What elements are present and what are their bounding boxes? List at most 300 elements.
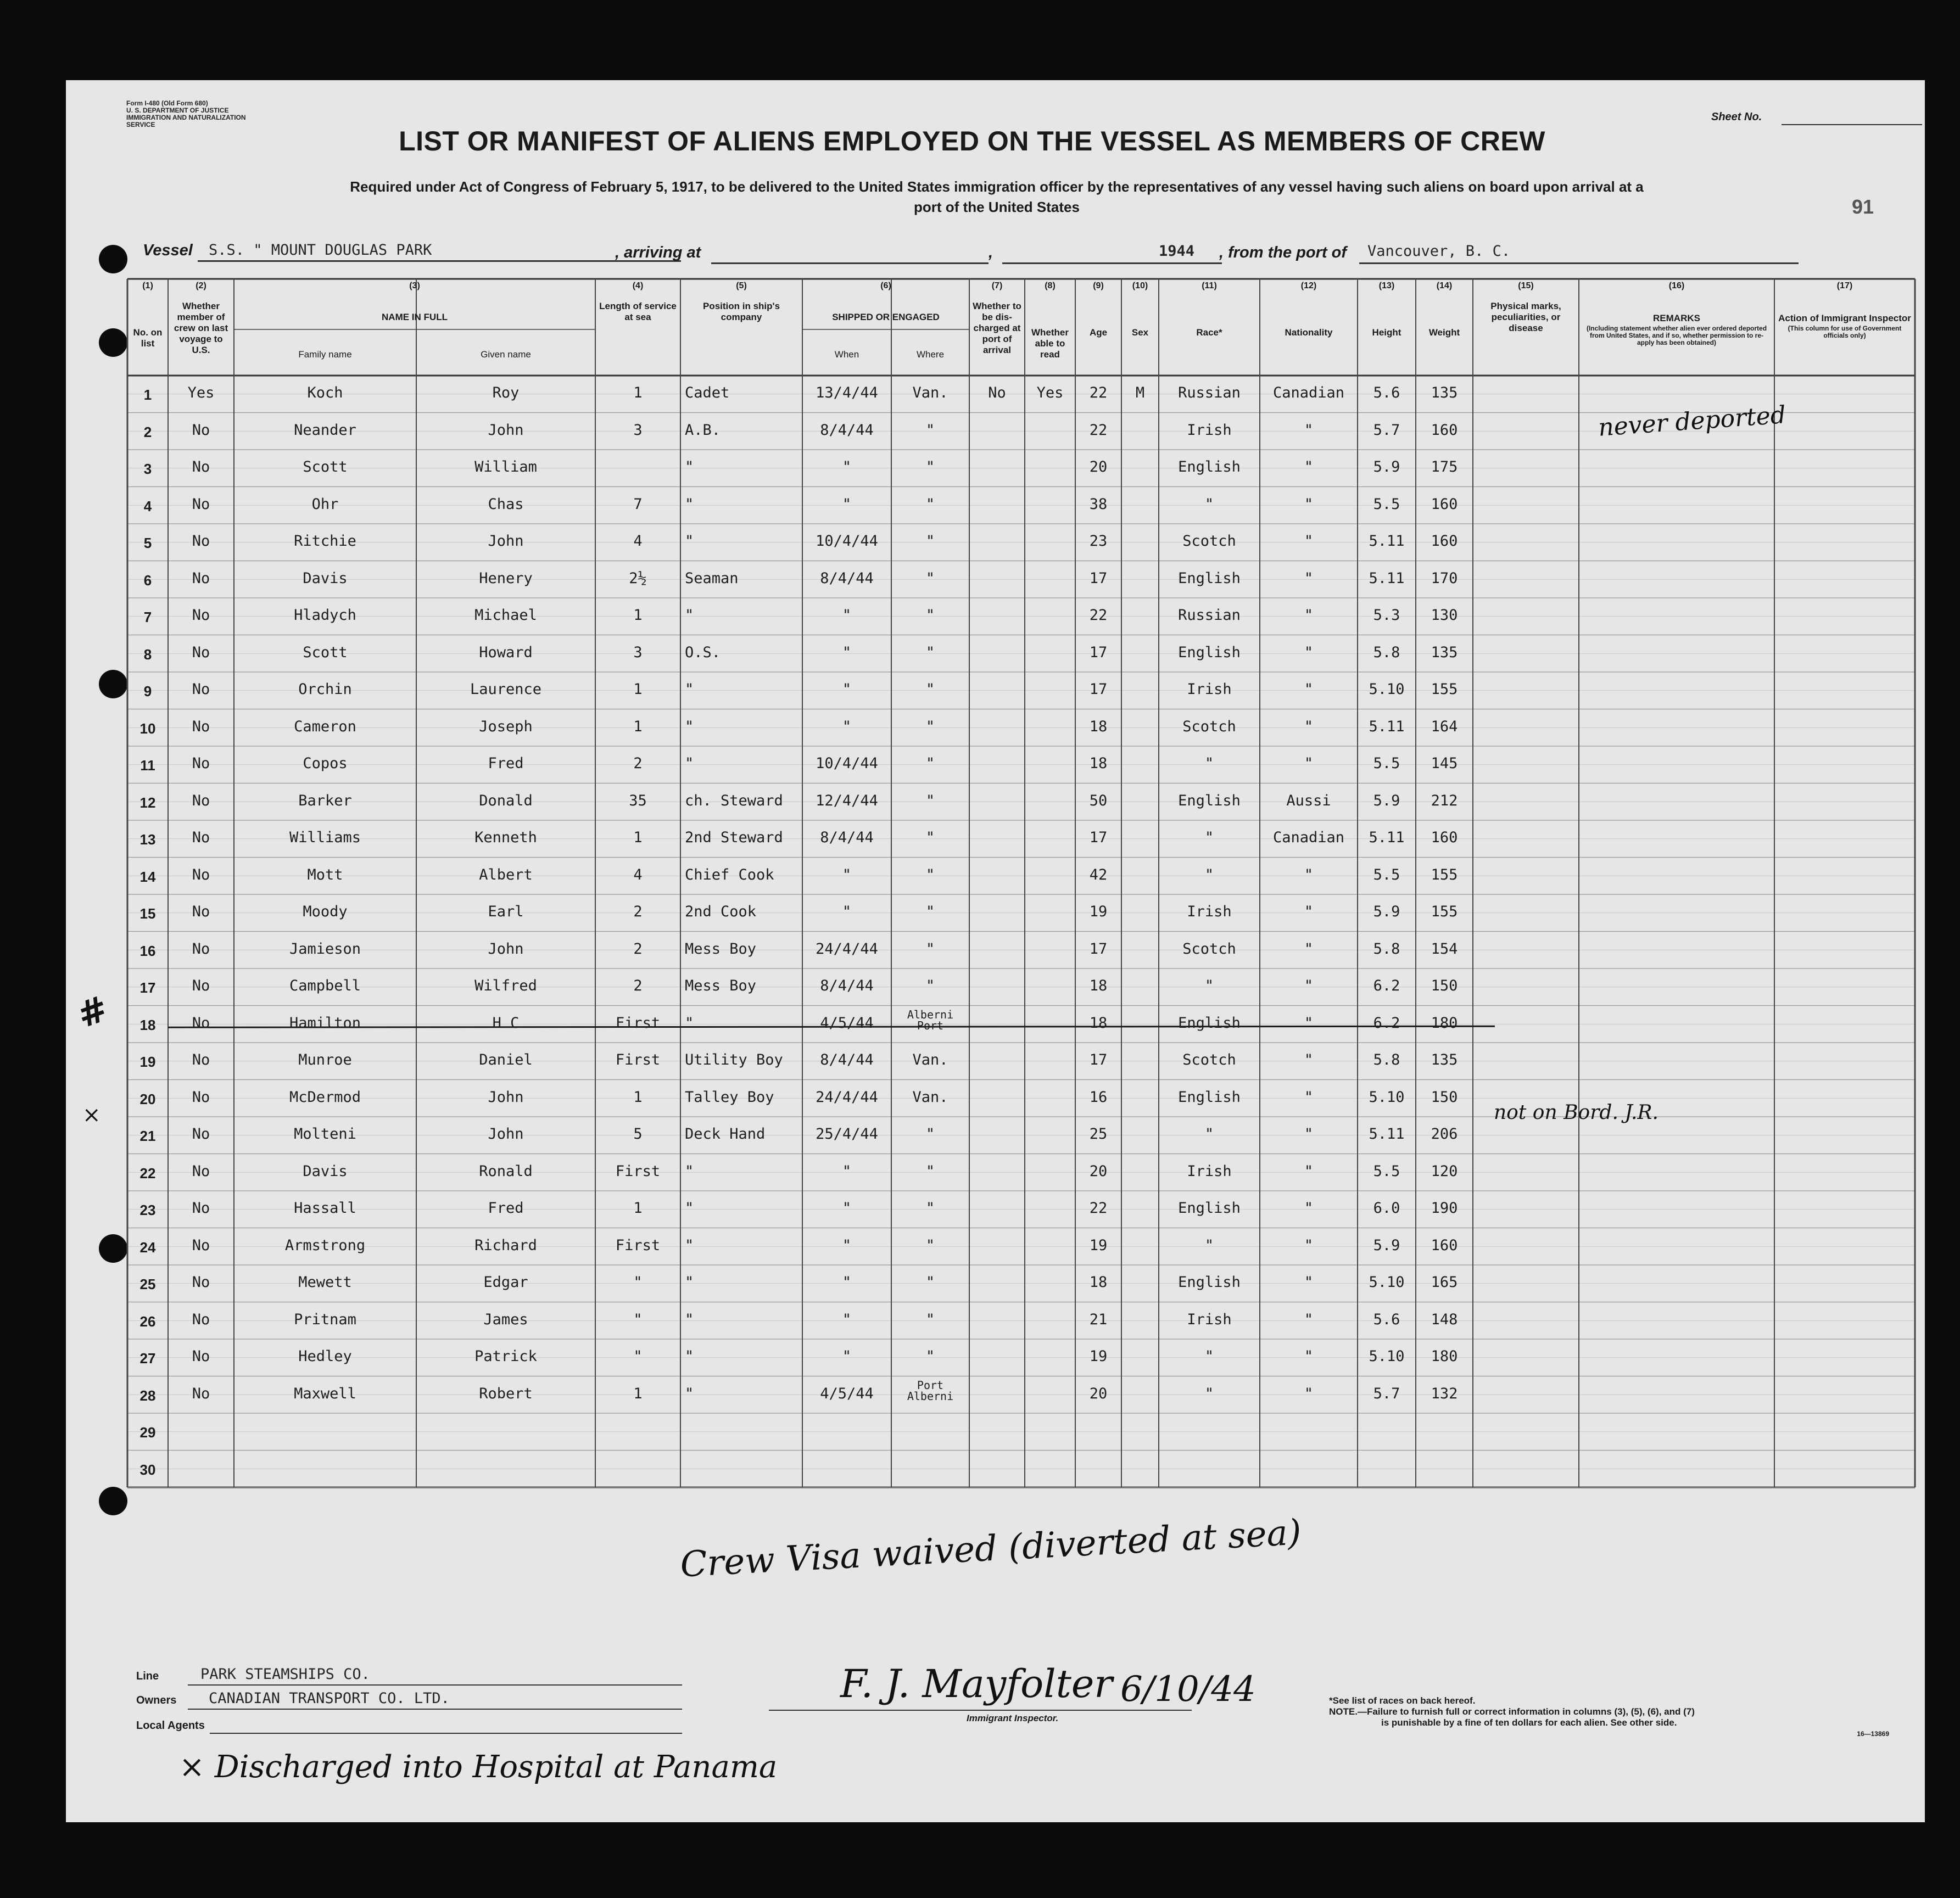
cell-height: 5.11 bbox=[1369, 718, 1405, 735]
column-number: (11) bbox=[1202, 281, 1217, 290]
cell-race: " bbox=[1204, 977, 1214, 994]
manifest-page: Form I-480 (Old Form 680) U. S. DEPARTMENT OF JUSTICE IMMIGRATION AND NATURALIZATION SERVICE Sheet No. LIST OR MANIFEST OF ALIENS EMPLOYED ON THE VESSEL AS MEMBERS OF CREW Required under Act of Congress of February 5, 1917, to be delivered to the United States immigration officer by the representatives of any vessel having such aliens on board upon arrival at a port of the United States 91 Vessel S.S. " MOUNT DOUGLAS PARK , arriving at , 1944 , from the port of Vancouver, B. C. (1) No. on list (2) Whether member of crew on last voyage to U.S. (3) NAME IN FULL Family name Given name (4) Length of service at sea (5) Position in ship's company (6) SHIPPED OR ENGAGED When Where (7) Whether to be dis-charged at port of arrival (8) Whether able to read (9) Age (10) Sex (11) Race* (12) Nationality (13) Height (14) Weight (15) Physical marks, peculiarities, or disease (16) REMARKS (Including statement whether alien ever ordered deported from United States, and if so, whether permission to re-apply has been obtained) (17) Action of Immigrant Inspector (This column for use of Government officials only) 1 Yes Koch Roy 1 Cadet 13/4/44 Van. No Yes 22 M Russian Canadian 5.6 135 2 No Neander John 3 A.B. 8/4/44 " 22 Irish " 5.7 160 3 No Scott William " " " 20 English " 5.9 175 4 No Ohr Chas 7 " " " 38 " " 5.5 160 5 No Ritchie John 4 " 10/4/44 " 23 Scotch " 5.11 160 6 No Davis Henery 2½ Seaman 8/4/44 " 17 English " 5.11 170 7 No Hladych Michael 1 " " " 22 Russian " 5.3 130 8 No Scott Howard 3 O.S. " " 17 English " 5.8 135 9 No Orchin Laurence 1 " " " 17 Irish " 5.10 155 10 No Cameron Joseph 1 " " " 18 Scotch " 5.11 164 11 No Copos Fred 2 " 10/4/44 " 18 " " 5.5 145 12 No Barker Donald 35 ch. Steward 12/4/44 " 50 English Aussi 5.9 212 13 No Williams Kenneth 1 2nd Steward 8/4/44 " 17 " Canadian 5.11 160 14 No Mott Albert 4 Chief Cook " " 42 " " 5.5 155 15 No Moody Earl 2 2nd Cook " " 19 Irish " 5.9 155 16 No Jamieson John 2 Mess Boy 24/4/44 " 17 Scotch " 5.8 154 17 No Campbell Wilfred 2 Mess Boy 8/4/44 " 18 " " 6.2 150 18 No Hamilton H C First " 4/5/44 Alberni Port 18 English " 6.2 180 19 No Munroe Daniel First Utility Boy 8/4/44 Van. 17 Scotch " 5.8 135 20 No McDermod John 1 Talley Boy 24/4/44 Van. 16 English " 5.10 150 21 No Molteni John 5 Deck Hand 25/4/44 " 25 " " 5.11 206 22 No Davis Ronald First " " " 20 Irish " 5.5 120 23 No Hassall Fred 1 " " " 22 English " 6.0 190 24 No Armstrong Richard First " " " 19 " " 5.9 160 25 No Mewett Edgar " " " " 18 English " 5.10 165 26 No Pritnam James " " " " 21 Irish " 5.6 148 27 No Hedley Patrick " " " " 19 " " 5.10 180 28 No Maxwell Robert 1 " 4/5/44 Port Alberni 20 " " 5.7 132 29 30 never deported not on Bord. J.R. Crew Visa waived (diverted at sea) × # Line PARK STEAMSHIPS CO. Owners CANADIAN TRANSPORT CO. LTD. Local Agents F. J. Mayfolter 6/10/44 Immigrant Inspector. *See list of races on back hereof. NOTE.—Failure to furnish full or correct information in columns (3), (5), (6), and (7) is punishable by a fine of ten dollars for each alien. See other side. 16—13869 × Discharged into Hospital at Panama bbox=[66, 80, 1925, 1822]
cell-given: Roy bbox=[492, 384, 520, 401]
voyage-year: 1944 bbox=[1159, 243, 1195, 260]
row-number: 26 bbox=[139, 1313, 156, 1330]
cell-service: 2 bbox=[633, 940, 643, 958]
cell-last: No bbox=[192, 421, 210, 439]
cell-age: 22 bbox=[1089, 421, 1108, 439]
cell-given: Joseph bbox=[479, 718, 533, 735]
cell-when: " bbox=[842, 1236, 852, 1254]
column-number: (5) bbox=[736, 281, 747, 290]
cell-when: 8/4/44 bbox=[820, 977, 874, 994]
form-code: 16—13869 bbox=[1857, 1730, 1889, 1738]
row-number: 19 bbox=[139, 1054, 156, 1070]
cell-height: 6.2 bbox=[1373, 977, 1400, 994]
cell-last: No bbox=[192, 533, 210, 550]
cell-service: 1 bbox=[633, 829, 643, 846]
cell-position: 2nd Cook bbox=[685, 903, 757, 920]
column-header: No. on list bbox=[133, 327, 163, 349]
column-note: (This column for use of Government officials only) bbox=[1788, 324, 1902, 339]
discharge-note: × Discharged into Hospital at Panama bbox=[179, 1749, 778, 1785]
cell-service: 35 bbox=[629, 792, 647, 809]
column-number: (12) bbox=[1300, 281, 1317, 290]
cell-given: Chas bbox=[488, 495, 524, 513]
cell-where: " bbox=[925, 1274, 935, 1291]
cell-position: " bbox=[685, 458, 694, 475]
cell-weight: 175 bbox=[1431, 458, 1458, 475]
cell-age: 16 bbox=[1089, 1088, 1108, 1106]
cell-family: Ritchie bbox=[294, 533, 356, 550]
cell-position: Chief Cook bbox=[685, 866, 774, 883]
cell-nat: " bbox=[1304, 421, 1314, 439]
column-subheader: When bbox=[834, 349, 859, 360]
cell-where: Port Alberni bbox=[907, 1378, 954, 1403]
cell-last: No bbox=[192, 681, 210, 698]
cell-race: English bbox=[1178, 1014, 1241, 1032]
cell-family: Orchin bbox=[298, 681, 352, 698]
cell-height: 5.5 bbox=[1373, 755, 1400, 772]
cell-family: Davis bbox=[303, 569, 348, 587]
inspector-label: Immigrant Inspector. bbox=[967, 1713, 1059, 1723]
cell-race: English bbox=[1178, 569, 1241, 587]
cell-nat: " bbox=[1304, 533, 1314, 550]
cell-family: Scott bbox=[303, 643, 348, 661]
signature-line bbox=[769, 1710, 1192, 1711]
cell-service: 2 bbox=[633, 903, 643, 920]
cell-family: Koch bbox=[307, 384, 343, 401]
cell-height: 5.9 bbox=[1373, 1236, 1400, 1254]
cell-weight: 165 bbox=[1431, 1274, 1458, 1291]
cell-nat: Aussi bbox=[1286, 792, 1331, 809]
cell-given: John bbox=[488, 1126, 524, 1143]
cell-read: Yes bbox=[1036, 384, 1064, 401]
cell-given: Fred bbox=[488, 1200, 524, 1217]
row-number: 2 bbox=[143, 423, 152, 440]
cell-height: 5.11 bbox=[1369, 1126, 1405, 1143]
column-number: (2) bbox=[196, 281, 206, 290]
cell-last: No bbox=[192, 977, 210, 994]
cell-last: Yes bbox=[187, 384, 215, 401]
cell-last: No bbox=[192, 643, 210, 661]
cell-race: " bbox=[1204, 755, 1214, 772]
cell-weight: 150 bbox=[1431, 977, 1458, 994]
arriving-label: , arriving at bbox=[615, 244, 701, 261]
cell-race: English bbox=[1178, 1274, 1241, 1291]
row-number: 25 bbox=[139, 1276, 156, 1292]
cell-service: First bbox=[615, 1236, 661, 1254]
cell-height: 5.10 bbox=[1369, 1088, 1405, 1106]
cell-race: " bbox=[1204, 495, 1214, 513]
cell-given: Edgar bbox=[483, 1274, 528, 1291]
owners-value: CANADIAN TRANSPORT CO. LTD. bbox=[209, 1690, 450, 1707]
row-number: 8 bbox=[143, 646, 152, 663]
row-number: 28 bbox=[139, 1387, 156, 1404]
cell-age: 17 bbox=[1089, 940, 1108, 958]
cell-when: 10/4/44 bbox=[816, 533, 878, 550]
cell-height: 6.2 bbox=[1373, 1014, 1400, 1032]
row18-cross-mark: × bbox=[82, 1102, 101, 1128]
subtitle-line-2: port of the United States bbox=[914, 199, 1080, 215]
cell-last: No bbox=[192, 829, 210, 846]
column-number: (4) bbox=[632, 281, 644, 290]
cell-weight: 155 bbox=[1431, 681, 1458, 698]
cell-position: Mess Boy bbox=[685, 977, 757, 994]
cell-race: " bbox=[1204, 829, 1214, 846]
cell-given: John bbox=[488, 533, 524, 550]
cell-last: No bbox=[192, 866, 210, 883]
cell-weight: 170 bbox=[1431, 569, 1458, 587]
cell-position: " bbox=[685, 718, 694, 735]
cell-where: " bbox=[925, 569, 935, 587]
cell-where: " bbox=[925, 792, 935, 809]
cell-when: " bbox=[842, 1200, 852, 1217]
cell-when: " bbox=[842, 866, 852, 883]
cell-age: 22 bbox=[1089, 384, 1108, 401]
cell-given: Fred bbox=[488, 755, 524, 772]
cell-service: 5 bbox=[633, 1126, 643, 1143]
page-number: 91 bbox=[1852, 195, 1874, 218]
cell-weight: 160 bbox=[1431, 421, 1458, 439]
cell-weight: 212 bbox=[1431, 792, 1458, 809]
cell-nat: " bbox=[1304, 718, 1314, 735]
cell-family: Davis bbox=[303, 1162, 348, 1180]
cell-family: Armstrong bbox=[284, 1236, 366, 1254]
cell-weight: 160 bbox=[1431, 533, 1458, 550]
cell-last: No bbox=[192, 755, 210, 772]
cell-race: " bbox=[1204, 1126, 1214, 1143]
cell-weight: 132 bbox=[1431, 1385, 1458, 1402]
cell-last: No bbox=[192, 458, 210, 475]
cell-last: No bbox=[192, 607, 210, 624]
row-number: 15 bbox=[139, 905, 156, 922]
cell-weight: 145 bbox=[1431, 755, 1458, 772]
cell-given: Laurence bbox=[470, 681, 542, 698]
cell-nat: Canadian bbox=[1272, 829, 1345, 846]
cell-last: No bbox=[192, 1126, 210, 1143]
cell-position: Seaman bbox=[685, 569, 739, 587]
cell-age: 50 bbox=[1089, 792, 1108, 809]
cell-where: " bbox=[925, 755, 935, 772]
cell-age: 18 bbox=[1089, 977, 1108, 994]
cell-age: 18 bbox=[1089, 1274, 1108, 1291]
cell-given: H C bbox=[492, 1014, 520, 1032]
cell-family: Molteni bbox=[294, 1126, 356, 1143]
cell-race: Irish bbox=[1187, 681, 1232, 698]
cell-family: Hedley bbox=[298, 1348, 352, 1365]
cell-weight: 206 bbox=[1431, 1126, 1458, 1143]
cell-position: " bbox=[685, 755, 694, 772]
cell-weight: 164 bbox=[1431, 718, 1458, 735]
column-header: Length of service at sea bbox=[599, 301, 677, 322]
footnotes bbox=[1329, 1695, 1911, 1739]
cell-when: 13/4/44 bbox=[816, 384, 878, 401]
cell-family: Mewett bbox=[298, 1274, 352, 1291]
cell-family: Munroe bbox=[298, 1051, 352, 1068]
cell-family: Scott bbox=[303, 458, 348, 475]
cell-last: No bbox=[192, 569, 210, 587]
cell-service: 1 bbox=[633, 718, 643, 735]
column-number: (14) bbox=[1436, 281, 1453, 290]
cell-height: 5.9 bbox=[1373, 792, 1400, 809]
cell-weight: 130 bbox=[1431, 607, 1458, 624]
cell-height: 5.7 bbox=[1373, 421, 1400, 439]
cell-given: Robert bbox=[479, 1385, 533, 1402]
cell-weight: 190 bbox=[1431, 1200, 1458, 1217]
local-agents-label: Local Agents bbox=[136, 1720, 205, 1732]
cell-nat: " bbox=[1304, 1126, 1314, 1143]
row-number: 23 bbox=[139, 1202, 156, 1218]
column-header: Position in ship's company bbox=[702, 301, 780, 322]
cell-position: " bbox=[685, 1162, 694, 1180]
column-number: (1) bbox=[142, 281, 153, 290]
port-name: Vancouver, B. C. bbox=[1367, 243, 1511, 260]
cell-last: No bbox=[192, 1088, 210, 1106]
cell-last: No bbox=[192, 1162, 210, 1180]
cell-height: 5.5 bbox=[1373, 866, 1400, 883]
owners-label: Owners bbox=[136, 1694, 177, 1706]
row-number: 4 bbox=[143, 497, 152, 514]
cell-nat: " bbox=[1304, 458, 1314, 475]
cell-age: 21 bbox=[1089, 1311, 1108, 1328]
cell-when: " bbox=[842, 1311, 852, 1328]
cell-weight: 180 bbox=[1431, 1348, 1458, 1365]
column-header: Height bbox=[1372, 327, 1401, 338]
cell-weight: 120 bbox=[1431, 1162, 1458, 1180]
cell-service: 4 bbox=[633, 866, 643, 883]
column-number: (9) bbox=[1093, 281, 1104, 290]
cell-given: Wilfred bbox=[474, 977, 537, 994]
column-header: Weight bbox=[1428, 327, 1460, 338]
cell-race: Scotch bbox=[1182, 1051, 1236, 1068]
penalty-note-cont: is punishable by a fine of ten dollars for each alien. See other side. bbox=[1381, 1717, 1677, 1728]
cell-given: John bbox=[488, 940, 524, 958]
cell-age: 25 bbox=[1089, 1126, 1108, 1143]
cell-service: 4 bbox=[633, 533, 643, 550]
cell-race: Irish bbox=[1187, 1162, 1232, 1180]
cell-family: Maxwell bbox=[294, 1385, 356, 1402]
cell-family: Pritnam bbox=[294, 1311, 356, 1328]
cell-family: Moody bbox=[303, 903, 348, 920]
cell-race: " bbox=[1204, 866, 1214, 883]
cell-family: Hassall bbox=[294, 1200, 356, 1217]
column-number: (15) bbox=[1518, 281, 1534, 290]
cell-age: 42 bbox=[1089, 866, 1108, 883]
cell-where: Van. bbox=[912, 1051, 948, 1068]
cell-family: Barker bbox=[298, 792, 352, 809]
cell-family: Campbell bbox=[289, 977, 361, 994]
column-header: Physical marks, peculiarities, or disease bbox=[1490, 301, 1561, 333]
cell-height: 5.8 bbox=[1373, 940, 1400, 958]
cell-age: 38 bbox=[1089, 495, 1108, 513]
cell-given: Donald bbox=[479, 792, 533, 809]
cell-position: Mess Boy bbox=[685, 940, 757, 958]
cell-where: " bbox=[925, 940, 935, 958]
cell-position: " bbox=[685, 681, 694, 698]
cell-given: Richard bbox=[474, 1236, 537, 1254]
cell-family: Mott bbox=[307, 866, 343, 883]
cell-service: 1 bbox=[633, 384, 643, 401]
cell-where: " bbox=[925, 533, 935, 550]
cell-height: 5.11 bbox=[1369, 569, 1405, 587]
row-number: 17 bbox=[139, 979, 156, 996]
cell-weight: 180 bbox=[1431, 1014, 1458, 1032]
cell-position: Talley Boy bbox=[685, 1088, 774, 1106]
cell-when: 8/4/44 bbox=[820, 569, 874, 587]
cell-family: Copos bbox=[303, 755, 348, 772]
cell-when: 4/5/44 bbox=[820, 1014, 874, 1032]
cell-race: Irish bbox=[1187, 421, 1232, 439]
cell-position: " bbox=[685, 607, 694, 624]
column-number: (16) bbox=[1668, 281, 1685, 290]
cell-last: No bbox=[192, 1385, 210, 1402]
department-name: U. S. DEPARTMENT OF JUSTICE bbox=[126, 107, 229, 114]
column-subheader: Given name bbox=[481, 349, 531, 360]
cell-where: " bbox=[925, 681, 935, 698]
row-number: 1 bbox=[143, 387, 152, 403]
column-header: Race* bbox=[1196, 327, 1222, 338]
cell-given: John bbox=[488, 1088, 524, 1106]
cell-nat: " bbox=[1304, 495, 1314, 513]
cell-when: 24/4/44 bbox=[816, 1088, 878, 1106]
cell-nat: " bbox=[1304, 1200, 1314, 1217]
cell-age: 19 bbox=[1089, 1348, 1108, 1365]
cell-service: 7 bbox=[633, 495, 643, 513]
cell-position: " bbox=[685, 1385, 694, 1402]
cell-race: " bbox=[1204, 1236, 1214, 1254]
cell-given: Earl bbox=[488, 903, 524, 920]
subtitle-line-1: Required under Act of Congress of February 5, 1917, to be delivered to the United States immigration officer by the representatives of any vessel having such aliens on board upon arrival at a bbox=[350, 178, 1644, 195]
cell-height: 5.3 bbox=[1373, 607, 1400, 624]
column-subheader: Family name bbox=[298, 349, 352, 360]
cell-position: " bbox=[685, 1236, 694, 1254]
cell-age: 20 bbox=[1089, 1162, 1108, 1180]
cell-when: 8/4/44 bbox=[820, 1051, 874, 1068]
cell-position: " bbox=[685, 1348, 694, 1365]
cell-position: 2nd Steward bbox=[685, 829, 783, 846]
cell-service: 1 bbox=[633, 681, 643, 698]
cell-last: No bbox=[192, 792, 210, 809]
cell-position: " bbox=[685, 1274, 694, 1291]
cell-service: 1 bbox=[633, 1088, 643, 1106]
agents-underline bbox=[210, 1733, 682, 1734]
cell-family: Cameron bbox=[294, 718, 356, 735]
cell-family: McDermod bbox=[289, 1088, 361, 1106]
cell-nat: " bbox=[1304, 940, 1314, 958]
column-number: (17) bbox=[1836, 281, 1853, 290]
remark-not-on-board: not on Bord. J.R. bbox=[1494, 1101, 1659, 1124]
cell-age: 20 bbox=[1089, 1385, 1108, 1402]
cell-service: First bbox=[615, 1014, 661, 1032]
cell-sex: M bbox=[1135, 384, 1145, 401]
cell-height: 6.0 bbox=[1373, 1200, 1400, 1217]
cell-race: English bbox=[1178, 458, 1241, 475]
cell-where: " bbox=[925, 866, 935, 883]
cell-race: Irish bbox=[1187, 903, 1232, 920]
cell-age: 18 bbox=[1089, 718, 1108, 735]
cell-race: Scotch bbox=[1182, 718, 1236, 735]
cell-given: John bbox=[488, 421, 524, 439]
cell-height: 5.7 bbox=[1373, 1385, 1400, 1402]
column-number: (13) bbox=[1378, 281, 1395, 290]
line-underline bbox=[188, 1684, 682, 1686]
column-number: (7) bbox=[991, 281, 1003, 290]
line-label: Line bbox=[136, 1670, 159, 1682]
cell-service: 3 bbox=[633, 643, 643, 661]
cell-height: 5.9 bbox=[1373, 458, 1400, 475]
cell-height: 5.6 bbox=[1373, 384, 1400, 401]
vessel-label: Vessel bbox=[143, 242, 193, 259]
cell-given: Daniel bbox=[479, 1051, 533, 1068]
cell-weight: 160 bbox=[1431, 829, 1458, 846]
cell-race: Irish bbox=[1187, 1311, 1232, 1328]
margin-hash-mark: # bbox=[71, 988, 114, 1037]
cell-height: 5.5 bbox=[1373, 1162, 1400, 1180]
column-number: (10) bbox=[1132, 281, 1148, 290]
cell-family: Hladych bbox=[294, 607, 356, 624]
column-header: Age bbox=[1089, 327, 1108, 338]
cell-when: " bbox=[842, 1348, 852, 1365]
column-header: Action of Immigrant Inspector bbox=[1778, 313, 1911, 323]
cell-where: Van. bbox=[912, 384, 948, 401]
cell-when: " bbox=[842, 1274, 852, 1291]
cell-height: 5.10 bbox=[1369, 681, 1405, 698]
cell-when: " bbox=[842, 718, 852, 735]
cell-height: 5.10 bbox=[1369, 1274, 1405, 1291]
cell-position: Cadet bbox=[685, 384, 730, 401]
cell-where: " bbox=[925, 903, 935, 920]
column-header: SHIPPED OR ENGAGED bbox=[832, 312, 940, 322]
cell-height: 5.6 bbox=[1373, 1311, 1400, 1328]
cell-age: 17 bbox=[1089, 643, 1108, 661]
cell-when: 8/4/44 bbox=[820, 421, 874, 439]
cell-age: 23 bbox=[1089, 533, 1108, 550]
cell-when: " bbox=[842, 903, 852, 920]
cell-where: " bbox=[925, 1162, 935, 1180]
cell-age: 17 bbox=[1089, 1051, 1108, 1068]
cell-when: 8/4/44 bbox=[820, 829, 874, 846]
cell-position: " bbox=[685, 1014, 694, 1032]
cell-nat: " bbox=[1304, 866, 1314, 883]
column-number: (8) bbox=[1045, 281, 1056, 290]
cell-service: 2½ bbox=[629, 569, 647, 587]
row-number: 10 bbox=[139, 720, 156, 737]
cell-where: " bbox=[925, 829, 935, 846]
cell-service: 1 bbox=[633, 1385, 643, 1402]
cell-nat: " bbox=[1304, 1088, 1314, 1106]
column-subheader: Where bbox=[916, 349, 945, 360]
cell-weight: 155 bbox=[1431, 866, 1458, 883]
cell-service: " bbox=[633, 1348, 643, 1365]
cell-nat: " bbox=[1304, 977, 1314, 994]
cell-height: 5.11 bbox=[1369, 533, 1405, 550]
cell-service: 3 bbox=[633, 421, 643, 439]
cell-given: Albert bbox=[479, 866, 533, 883]
cell-weight: 154 bbox=[1431, 940, 1458, 958]
cell-service: 2 bbox=[633, 755, 643, 772]
column-header: Whether able to read bbox=[1031, 327, 1069, 360]
row-number: 11 bbox=[140, 757, 155, 774]
cell-where: Van. bbox=[912, 1088, 948, 1106]
cell-weight: 135 bbox=[1431, 643, 1458, 661]
cell-nat: " bbox=[1304, 1014, 1314, 1032]
column-header: Whether to be dis-charged at port of arrival bbox=[973, 301, 1021, 355]
remark-never-deported: never deported bbox=[1597, 401, 1787, 442]
cell-last: No bbox=[192, 903, 210, 920]
row-number: 21 bbox=[139, 1128, 156, 1144]
cell-nat: " bbox=[1304, 1162, 1314, 1180]
service-name: IMMIGRATION AND NATURALIZATION SERVICE bbox=[126, 114, 246, 128]
